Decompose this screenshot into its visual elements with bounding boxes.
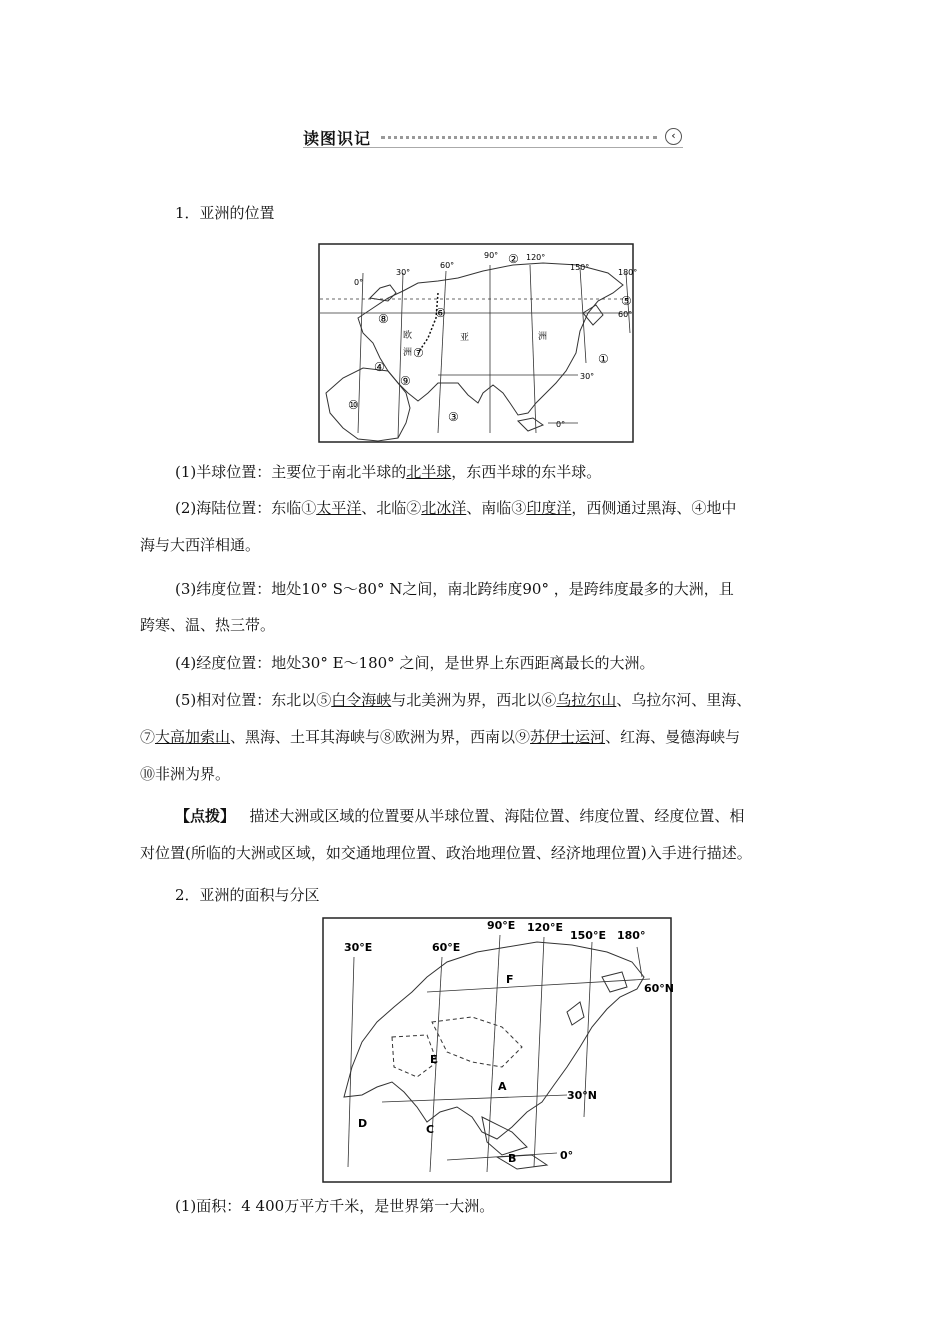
region-d: D (358, 1117, 368, 1130)
tip-line2: 对位置(所临的大洲或区域，如交通地理位置、政治地理位置、经济地理位置)入手进行描述。 (140, 844, 752, 862)
item-hemisphere: (1)半球位置：主要位于南北半球的北半球，东西半球的东半球。 (175, 463, 602, 481)
answer-arctic: 北冰洋 (421, 499, 467, 517)
item-latitude-line2: 跨寒、温、热三带。 (140, 616, 276, 634)
section1-heading: 1．亚洲的位置 (175, 204, 275, 222)
answer-pacific: 太平洋 (316, 499, 362, 517)
dotted-divider (381, 136, 657, 139)
item-relative-line3: ⑩非洲为界。 (140, 765, 231, 783)
area-line: (1)面积：4 400万平方千米，是世界第一大洲。 (175, 1197, 495, 1215)
tip-line1: 【点拨】 描述大洲或区域的位置要从半球位置、海陆位置、纬度位置、经度位置、相 (175, 807, 745, 825)
marker-2: ② (508, 252, 519, 266)
asia-location-map (318, 243, 638, 443)
region-c: C (426, 1123, 435, 1136)
lon-label-0: 0° (354, 278, 364, 287)
marker-10: ⑩ (348, 398, 359, 412)
item-relative-line2: ⑦大高加索山、黑海、土耳其海峡与⑧欧洲为界，西南以⑨苏伊士运河、红海、曼德海峡与 (140, 728, 741, 746)
label-asia-2: 洲 (538, 332, 548, 342)
label-europe-2: 洲 (403, 348, 413, 358)
item-sea-land-line1: (2)海陆位置：东临①太平洋、北临②北冰洋、南临③印度洋，西侧通过黑海、④地中 (175, 499, 737, 517)
lat-label-60n: 60°N (644, 982, 675, 995)
chevron-left-icon: ‹ (665, 128, 682, 145)
asia-regions-map (322, 917, 675, 1183)
marker-1: ① (598, 352, 609, 366)
lat-label-30n: 30°N (567, 1089, 598, 1102)
answer-suez-canal: 苏伊士运河 (530, 728, 606, 746)
lon-label-150: 150° (570, 263, 590, 272)
marker-9: ⑨ (400, 374, 411, 388)
item-relative-line1: (5)相对位置：东北以⑤白令海峡与北美洲为界，西北以⑥乌拉尔山、乌拉尔河、里海、 (175, 691, 752, 709)
region-e: E (430, 1053, 438, 1066)
lon-label-90: 90° (484, 251, 499, 260)
lon-label-120e: 120°E (527, 921, 563, 934)
lat-label-30: 30° (580, 372, 595, 381)
lon-label-60e: 60°E (432, 941, 461, 954)
marker-6: ⑥ (435, 306, 446, 320)
answer-ural-mountains: 乌拉尔山 (556, 691, 617, 709)
answer-bering-strait: 白令海峡 (331, 691, 392, 709)
answer-north-hemisphere: 北半球 (406, 463, 452, 481)
answer-greater-caucasus: 大高加索山 (155, 728, 231, 746)
marker-7: ⑦ (413, 346, 424, 360)
tip-label: 【点拨】 (175, 807, 236, 825)
region-a: A (498, 1080, 507, 1093)
lon-label-60: 60° (440, 261, 455, 270)
label-asia-1: 亚 (460, 333, 470, 343)
marker-4: ④ (374, 360, 385, 374)
region-f: F (506, 973, 514, 986)
item-sea-land-line2: 海与大西洋相通。 (140, 536, 261, 554)
lon-label-120: 120° (526, 253, 546, 262)
lon-label-150e: 150°E (570, 929, 606, 942)
lat-label-0: 0° (560, 1149, 574, 1162)
banner-title: 读图识记 (303, 129, 372, 148)
item-latitude-line1: (3)纬度位置：地处10° S～80° N之间，南北跨纬度90° ，是跨纬度最多的大洲，且 (175, 580, 734, 598)
section-banner (303, 126, 683, 150)
banner-underline (303, 147, 683, 148)
lon-label-180: 180° (617, 929, 646, 942)
lon-label-90e: 90°E (487, 919, 516, 932)
section2-heading: 2．亚洲的面积与分区 (175, 886, 320, 904)
lon-label-30e: 30°E (344, 941, 373, 954)
answer-indian: 印度洋 (526, 499, 572, 517)
lon-label-180: 180° (618, 268, 638, 277)
lon-label-30: 30° (396, 268, 411, 277)
lat-label-60: 60° (618, 310, 633, 319)
lat-label-0: 0° (556, 420, 566, 429)
item-longitude: (4)经度位置：地处30° E～180° 之间，是世界上东西距离最长的大洲。 (175, 654, 655, 672)
marker-3: ③ (448, 410, 459, 424)
marker-8: ⑧ (378, 312, 389, 326)
label-europe-1: 欧 (403, 331, 413, 341)
region-b: B (508, 1152, 517, 1165)
marker-5: ⑤ (621, 294, 632, 308)
